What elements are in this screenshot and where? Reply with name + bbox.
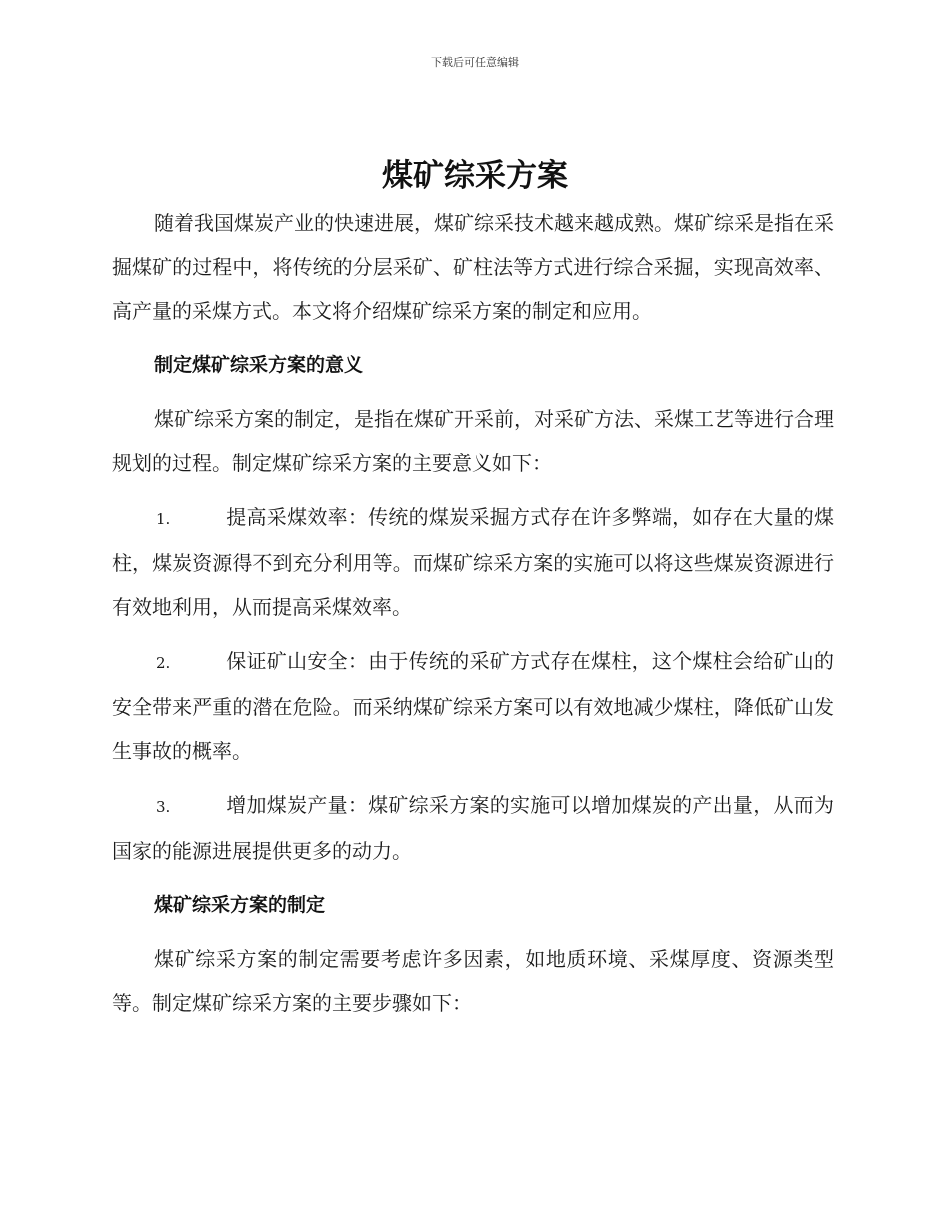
header-note: 下载后可任意编辑 — [431, 56, 519, 69]
list-item-number: 2. — [156, 654, 171, 672]
list-item-text: 保证矿山安全：由于传统的采矿方式存在煤柱，这个煤柱会给矿山的安全带来严重的潜在危险。而采纳煤矿综采方案可以有效地减少煤柱，降低矿山发生事故的概率。 — [112, 649, 834, 763]
document-title: 煤矿综采方案 — [382, 158, 568, 194]
intro-paragraph: 随着我国煤炭产业的快速进展，煤矿综采技术越来越成熟。煤矿综采是指在采掘煤矿的过程中，将传统的分层采矿、矿柱法等方式进行综合采掘，实现高效率、高产量的采煤方式。本文将介绍煤矿综采方案的制定和应用。 — [112, 211, 834, 323]
section-paragraph-formulation: 煤矿综采方案的制定需要考虑许多因素，如地质环境、采煤厚度、资源类型等。制定煤矿综采方案的主要步骤如下： — [112, 947, 834, 1015]
list-item-text: 提高采煤效率：传统的煤炭采掘方式存在许多弊端，如存在大量的煤柱，煤炭资源得不到充分利用等。而煤矿综采方案的实施可以将这些煤炭资源进行有效地利用，从而提高采煤效率。 — [112, 505, 834, 619]
document-body — [112, 201, 834, 1025]
list-item — [112, 639, 834, 773]
list-item-text: 增加煤炭产量：煤矿综采方案的实施可以增加煤炭的产出量，从而为国家的能源进展提供更多的动力。 — [112, 793, 834, 863]
list-item-number: 1. — [156, 510, 171, 528]
list-item — [112, 495, 834, 629]
section-heading-formulation: 煤矿综采方案的制定 — [154, 894, 326, 916]
section-paragraph-significance: 煤矿综采方案的制定，是指在煤矿开采前，对采矿方法、采煤工艺等进行合理规划的过程。制定煤矿综采方案的主要意义如下： — [112, 407, 834, 475]
section-heading-significance: 制定煤矿综采方案的意义 — [154, 354, 364, 376]
list-item-number: 3. — [156, 798, 171, 816]
list-item — [112, 783, 834, 873]
